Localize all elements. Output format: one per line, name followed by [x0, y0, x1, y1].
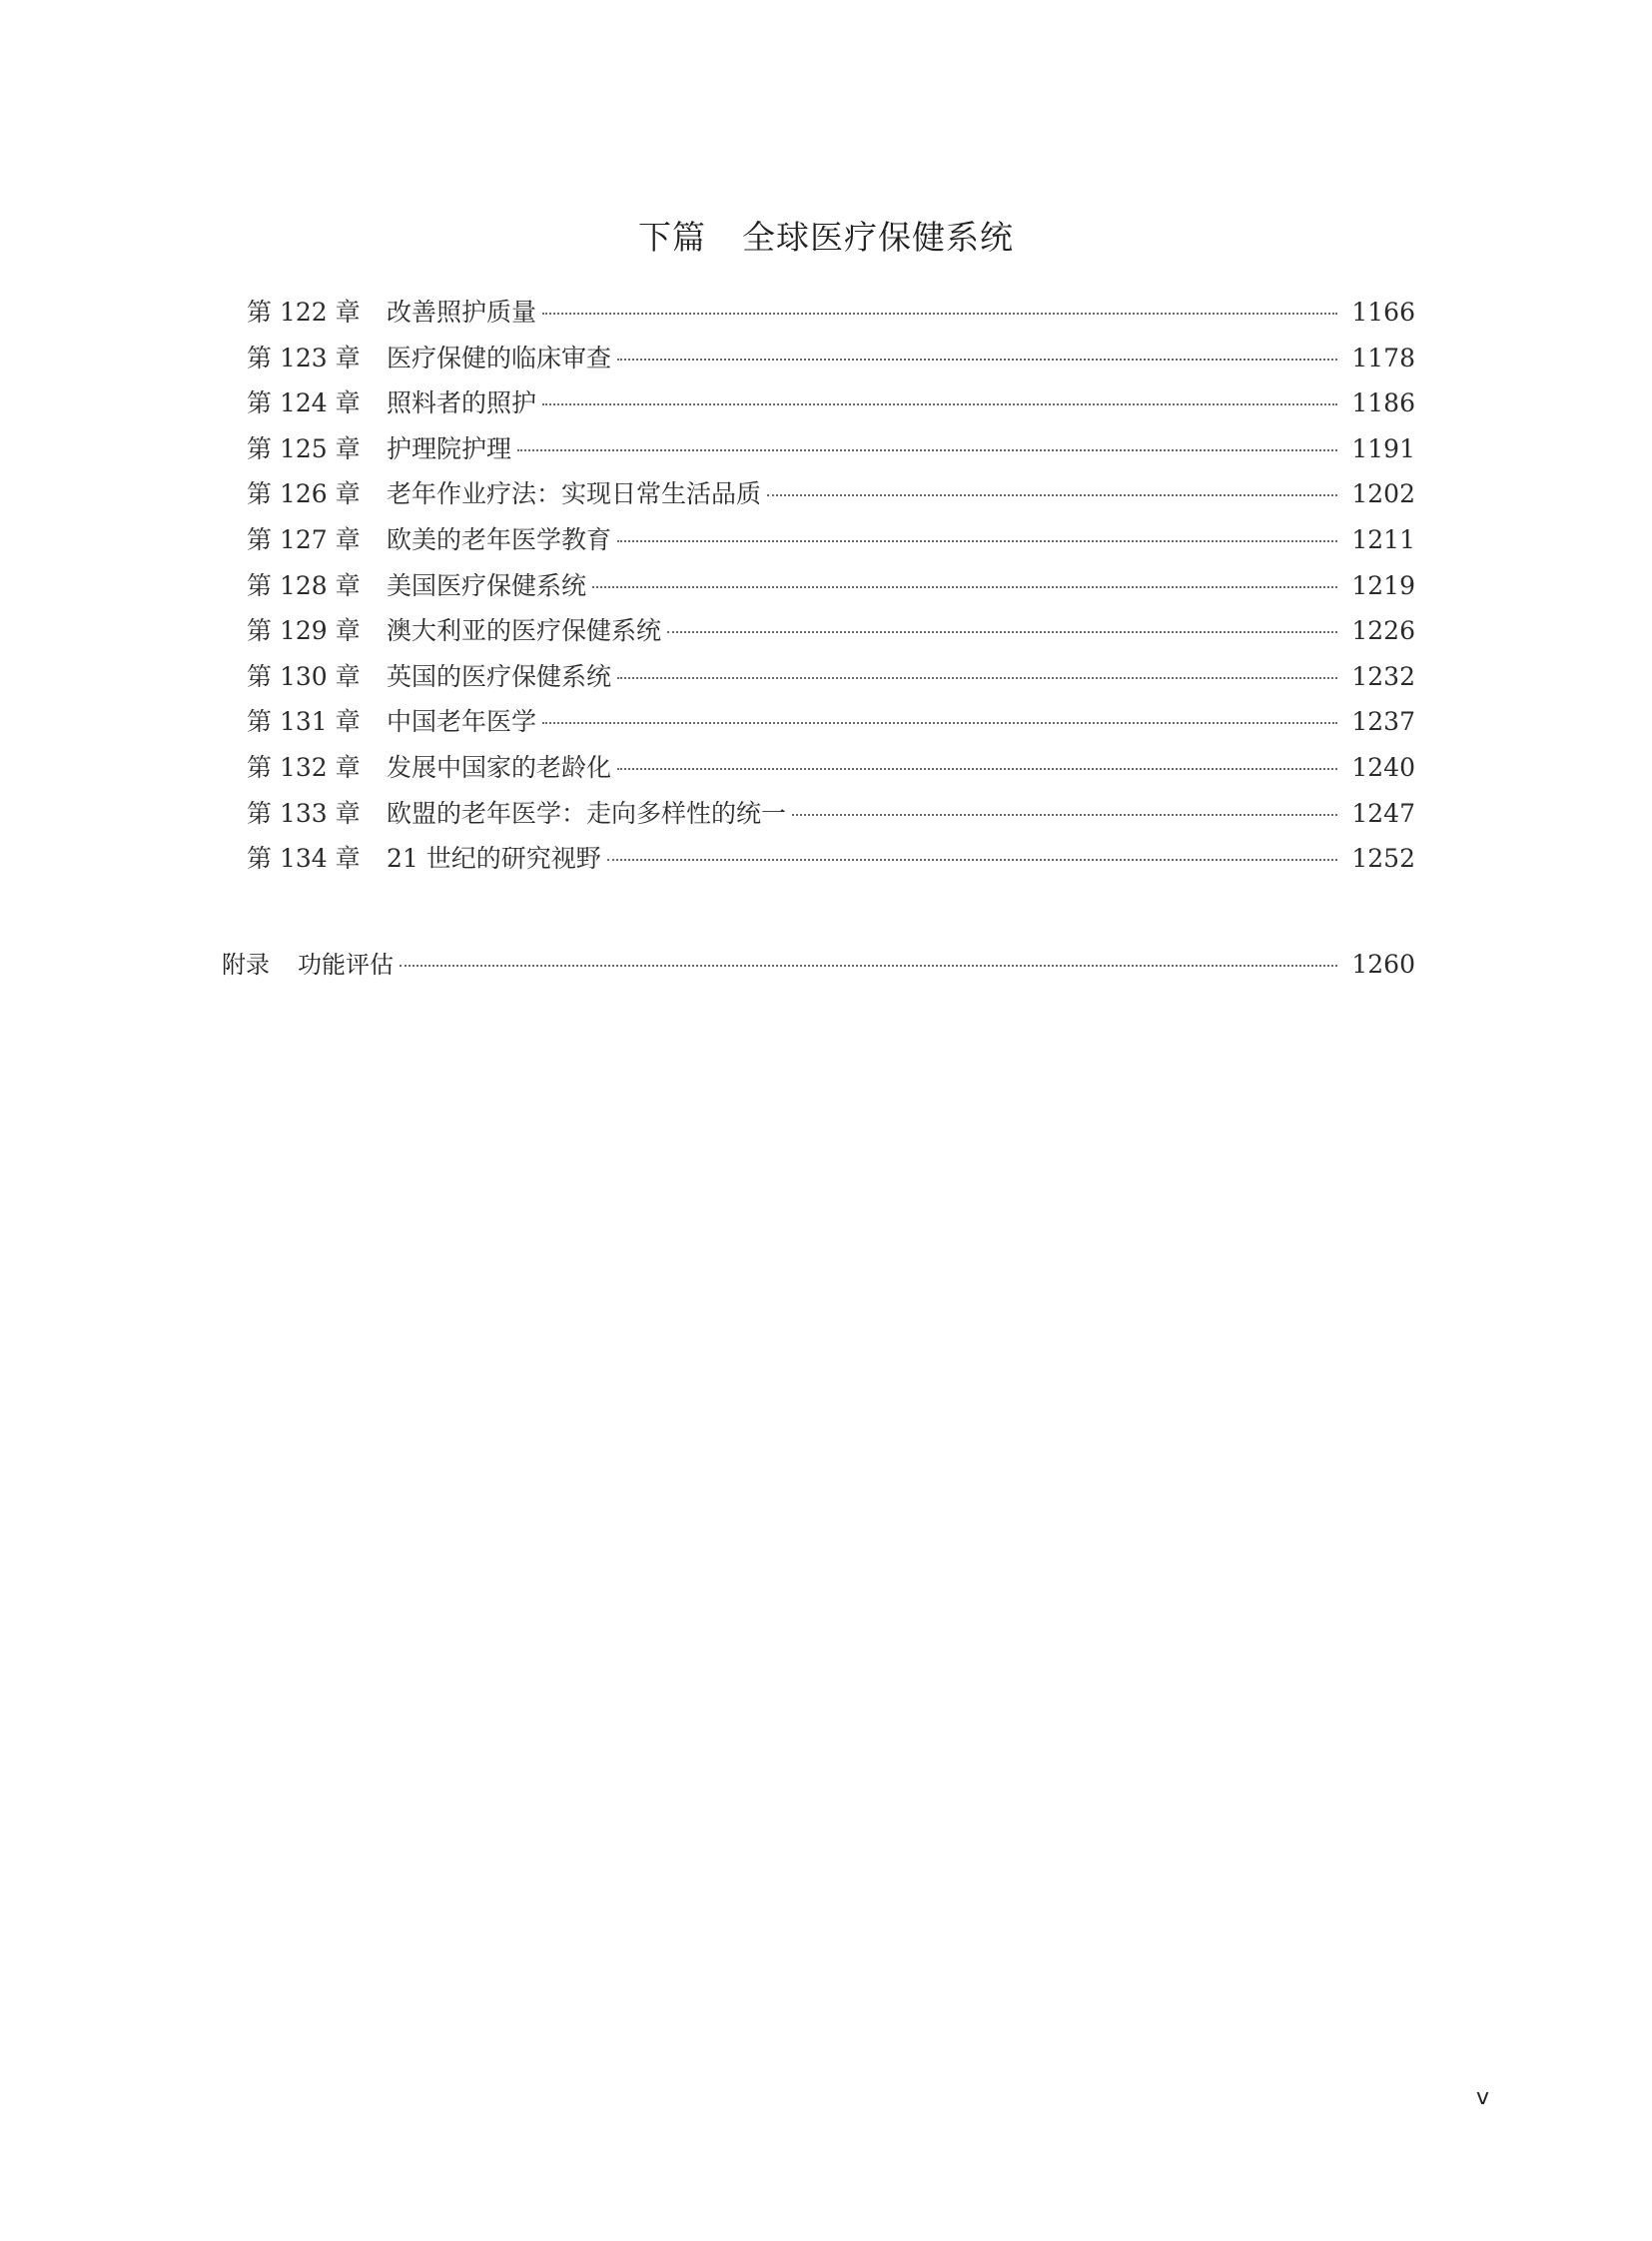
chapter-title: 欧美的老年医学教育 [387, 524, 612, 554]
table-of-contents [247, 290, 1415, 882]
dot-leader [517, 449, 1337, 451]
toc-entry[interactable] [247, 380, 1415, 426]
dot-leader [667, 631, 1337, 633]
chapter-number: 第 129 章 [247, 616, 361, 646]
toc-entry[interactable] [247, 608, 1415, 654]
dot-leader [542, 403, 1337, 405]
chapter-number: 第 130 章 [247, 661, 361, 691]
dot-leader [617, 540, 1337, 542]
chapter-number: 第 134 章 [247, 844, 361, 874]
page-number: 1178 [1351, 343, 1415, 373]
toc-entry[interactable] [247, 426, 1415, 472]
chapter-number: 第 133 章 [247, 798, 361, 828]
chapter-number: 第 127 章 [247, 524, 361, 554]
dot-leader [542, 313, 1337, 315]
dot-leader [617, 677, 1337, 679]
page-number: 1226 [1351, 616, 1415, 646]
toc-entry[interactable] [247, 699, 1415, 745]
toc-entry[interactable] [247, 654, 1415, 700]
chapter-title: 老年作业疗法：实现日常生活品质 [387, 479, 762, 509]
chapter-title: 欧盟的老年医学：走向多样性的统一 [387, 798, 787, 828]
chapter-title: 医疗保健的临床审查 [387, 343, 612, 373]
toc-entry[interactable] [247, 836, 1415, 882]
toc-entry[interactable] [247, 517, 1415, 563]
chapter-number: 第 125 章 [247, 433, 361, 463]
part-name: 全球医疗保健系统 [742, 218, 1014, 257]
chapter-title: 护理院护理 [387, 433, 512, 463]
dot-leader [400, 965, 1337, 967]
chapter-title: 照料者的照护 [387, 388, 537, 418]
chapter-title: 发展中国家的老龄化 [387, 752, 612, 782]
chapter-title: 美国医疗保健系统 [387, 570, 587, 600]
dot-leader [542, 722, 1337, 724]
page-number: 1166 [1351, 298, 1415, 327]
dot-leader [767, 494, 1337, 496]
toc-entry[interactable] [247, 563, 1415, 609]
dot-leader [617, 768, 1337, 770]
dot-leader [607, 859, 1338, 861]
part-prefix: 下篇 [638, 218, 706, 257]
part-title [0, 212, 1652, 259]
page-number: 1211 [1351, 524, 1415, 554]
appendix-entry[interactable] [222, 942, 1415, 987]
toc-entry[interactable] [247, 290, 1415, 336]
page-number: 1202 [1351, 479, 1415, 509]
page-number: 1219 [1351, 570, 1415, 600]
toc-entry[interactable] [247, 336, 1415, 381]
chapter-title: 英国的医疗保健系统 [387, 661, 612, 691]
toc-entry[interactable] [247, 745, 1415, 791]
appendix-title: 功能评估 [298, 951, 394, 979]
page-number: 1252 [1351, 844, 1415, 874]
chapter-number: 第 123 章 [247, 343, 361, 373]
folio-page-number: v [1476, 2085, 1490, 2110]
chapter-number: 第 131 章 [247, 707, 361, 737]
chapter-title: 21 世纪的研究视野 [387, 844, 601, 874]
chapter-title: 中国老年医学 [387, 707, 537, 737]
chapter-number: 第 132 章 [247, 752, 361, 782]
appendix-label: 附录 [222, 951, 270, 979]
chapter-number: 第 124 章 [247, 388, 361, 418]
dot-leader [592, 586, 1337, 588]
page-number: 1247 [1351, 798, 1415, 828]
dot-leader [792, 814, 1337, 816]
page-number: 1186 [1351, 388, 1415, 418]
page-number: 1191 [1351, 433, 1415, 463]
toc-entry[interactable] [247, 471, 1415, 517]
dot-leader [617, 359, 1337, 361]
chapter-title: 澳大利亚的医疗保健系统 [387, 616, 662, 646]
chapter-number: 第 128 章 [247, 570, 361, 600]
page-number: 1240 [1351, 752, 1415, 782]
toc-entry[interactable] [247, 791, 1415, 837]
page-number: 1260 [1351, 950, 1415, 979]
page-number: 1232 [1351, 661, 1415, 691]
chapter-number: 第 126 章 [247, 479, 361, 509]
chapter-title: 改善照护质量 [387, 298, 537, 327]
chapter-number: 第 122 章 [247, 298, 361, 327]
page-number: 1237 [1351, 707, 1415, 737]
